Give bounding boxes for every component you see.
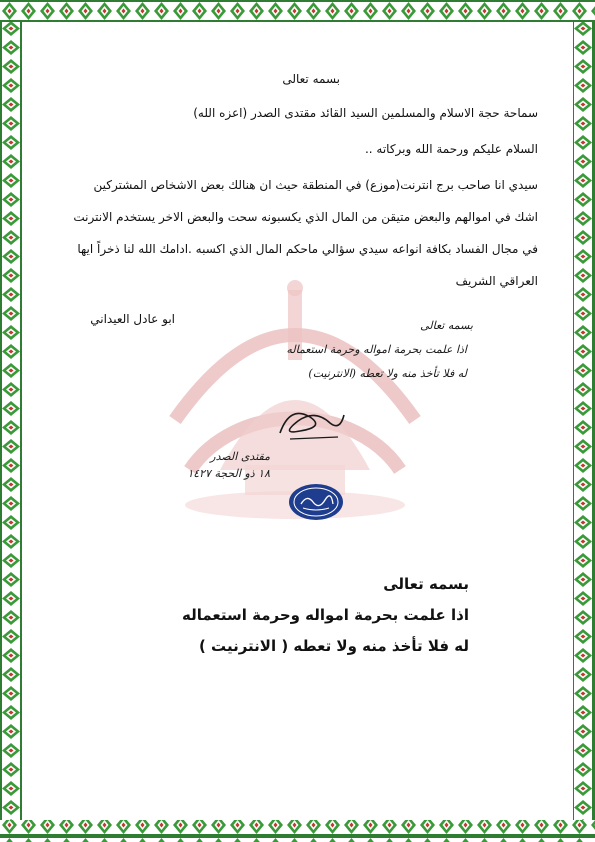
handwritten-basmala: بسمه تعالى <box>420 319 473 332</box>
typed-reply-line: اذا علمت بحرمة امواله وحرمة استعماله <box>181 606 469 624</box>
letter-body-line: في مجال الفساد بكافة انواعه سيدي سؤالي ماحكم المال الذي اكسبه .ادامك الله لنا ذخراً ايها <box>77 242 538 256</box>
letter-addressee: سماحة حجة الاسلام والمسلمين السيد القائد مقتدى الصدر (اعزه الله) <box>193 106 538 120</box>
letter-basmala: بسمه تعالى <box>282 72 340 86</box>
letter-sender: ابو عادل العيداني <box>90 312 175 326</box>
letter-body-line: اشك في اموالهم والبعض متيقن من المال الذي يكسبونه سحت والبعض الاخر يستخدم الانترنت <box>73 210 538 224</box>
handwritten-line: له فلا تأخذ منه ولا تعطه (الانترنيت) <box>308 367 467 380</box>
signature-scribble <box>270 395 350 445</box>
handwritten-line: اذا علمت بحرمة امواله وحرمة استعماله <box>286 343 467 356</box>
typed-reply-basmala: بسمه تعالى <box>383 575 469 593</box>
typed-reply-line: له فلا تأخذ منه ولا تعطه ( الانترنيت ) <box>198 637 469 655</box>
letter-body-line: سيدي انا صاحب برج انترنت(موزع) في المنطقة حيث ان هنالك بعض الاشخاص المشتركين <box>93 178 538 192</box>
official-seal <box>287 482 345 522</box>
letter-greeting: السلام عليكم ورحمة الله وبركاته .. <box>364 142 538 156</box>
signature-name: مقتدى الصدر <box>210 450 270 463</box>
signature-date: ١٨ ذو الحجة ١٤٢٧ <box>187 467 270 480</box>
letter-body-line: العراقي الشريف <box>455 274 538 288</box>
